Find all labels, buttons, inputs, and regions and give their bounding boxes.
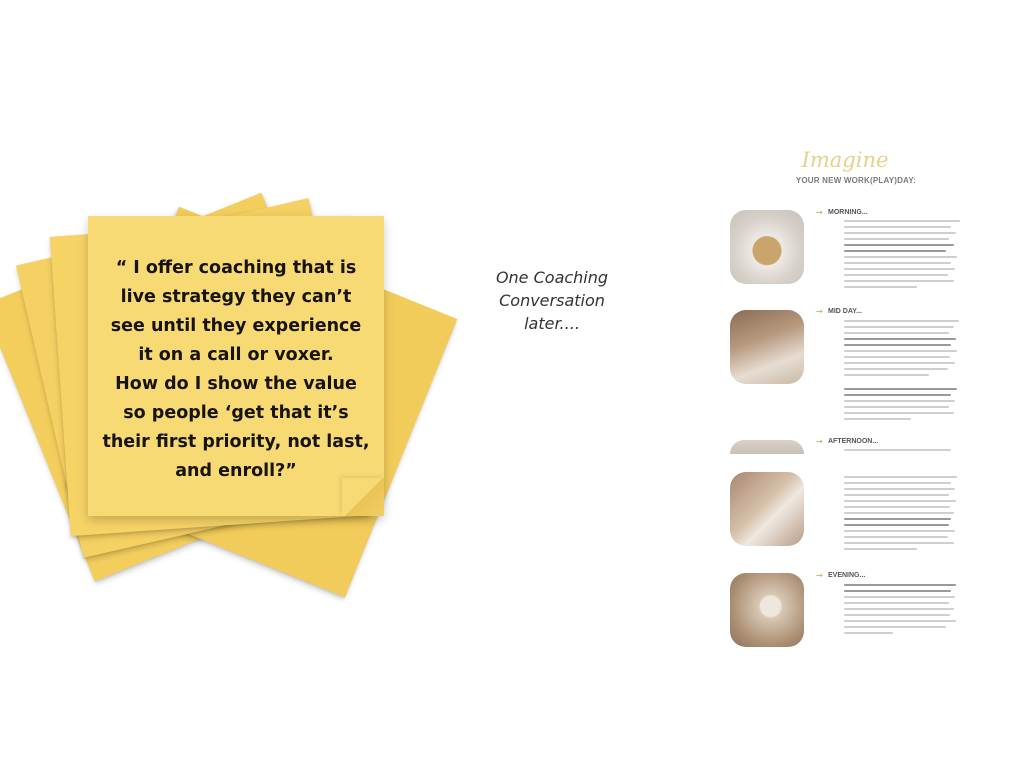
midday-writing-photo bbox=[730, 310, 804, 384]
morning-coffee-photo bbox=[730, 210, 804, 284]
arrow-icon: → bbox=[816, 208, 823, 217]
section-morning-heading: MORNING... bbox=[828, 209, 868, 216]
afternoon-photo-top bbox=[730, 440, 804, 454]
section-midday-heading: MID DAY... bbox=[828, 308, 862, 315]
section-evening-heading: EVENING... bbox=[828, 572, 866, 579]
transition-divider bbox=[720, 456, 980, 458]
section-afternoon-heading: AFTERNOON... bbox=[828, 438, 879, 445]
workday-document-preview bbox=[720, 140, 980, 670]
evening-body-text bbox=[844, 584, 966, 638]
sticky-note-stack bbox=[0, 0, 480, 768]
document-title: YOUR NEW WORK(PLAY)DAY: bbox=[795, 176, 917, 185]
arrow-icon: → bbox=[816, 437, 823, 446]
client-question-quote: “ I offer coaching that is live strategy they can’t see until they experience it on a call or voxer. How do I show the value so people ‘get that it’s their first priority, not last, and enroll?” bbox=[102, 258, 370, 481]
evening-tea-photo bbox=[730, 573, 804, 647]
transition-caption: One Coaching Conversation later.... bbox=[495, 268, 609, 333]
afternoon-body-text bbox=[844, 476, 966, 554]
page-curl bbox=[342, 478, 384, 516]
arrow-icon: → bbox=[816, 571, 823, 580]
afternoon-highfive-photo bbox=[730, 472, 804, 546]
imagine-script-heading: Imagine bbox=[801, 148, 889, 172]
arrow-icon: → bbox=[816, 307, 823, 316]
midday-body-text-2 bbox=[844, 388, 966, 424]
morning-body-text bbox=[844, 220, 966, 292]
afternoon-intro-line bbox=[844, 449, 966, 455]
sticky-note-front bbox=[88, 216, 384, 516]
midday-body-text bbox=[844, 320, 966, 380]
